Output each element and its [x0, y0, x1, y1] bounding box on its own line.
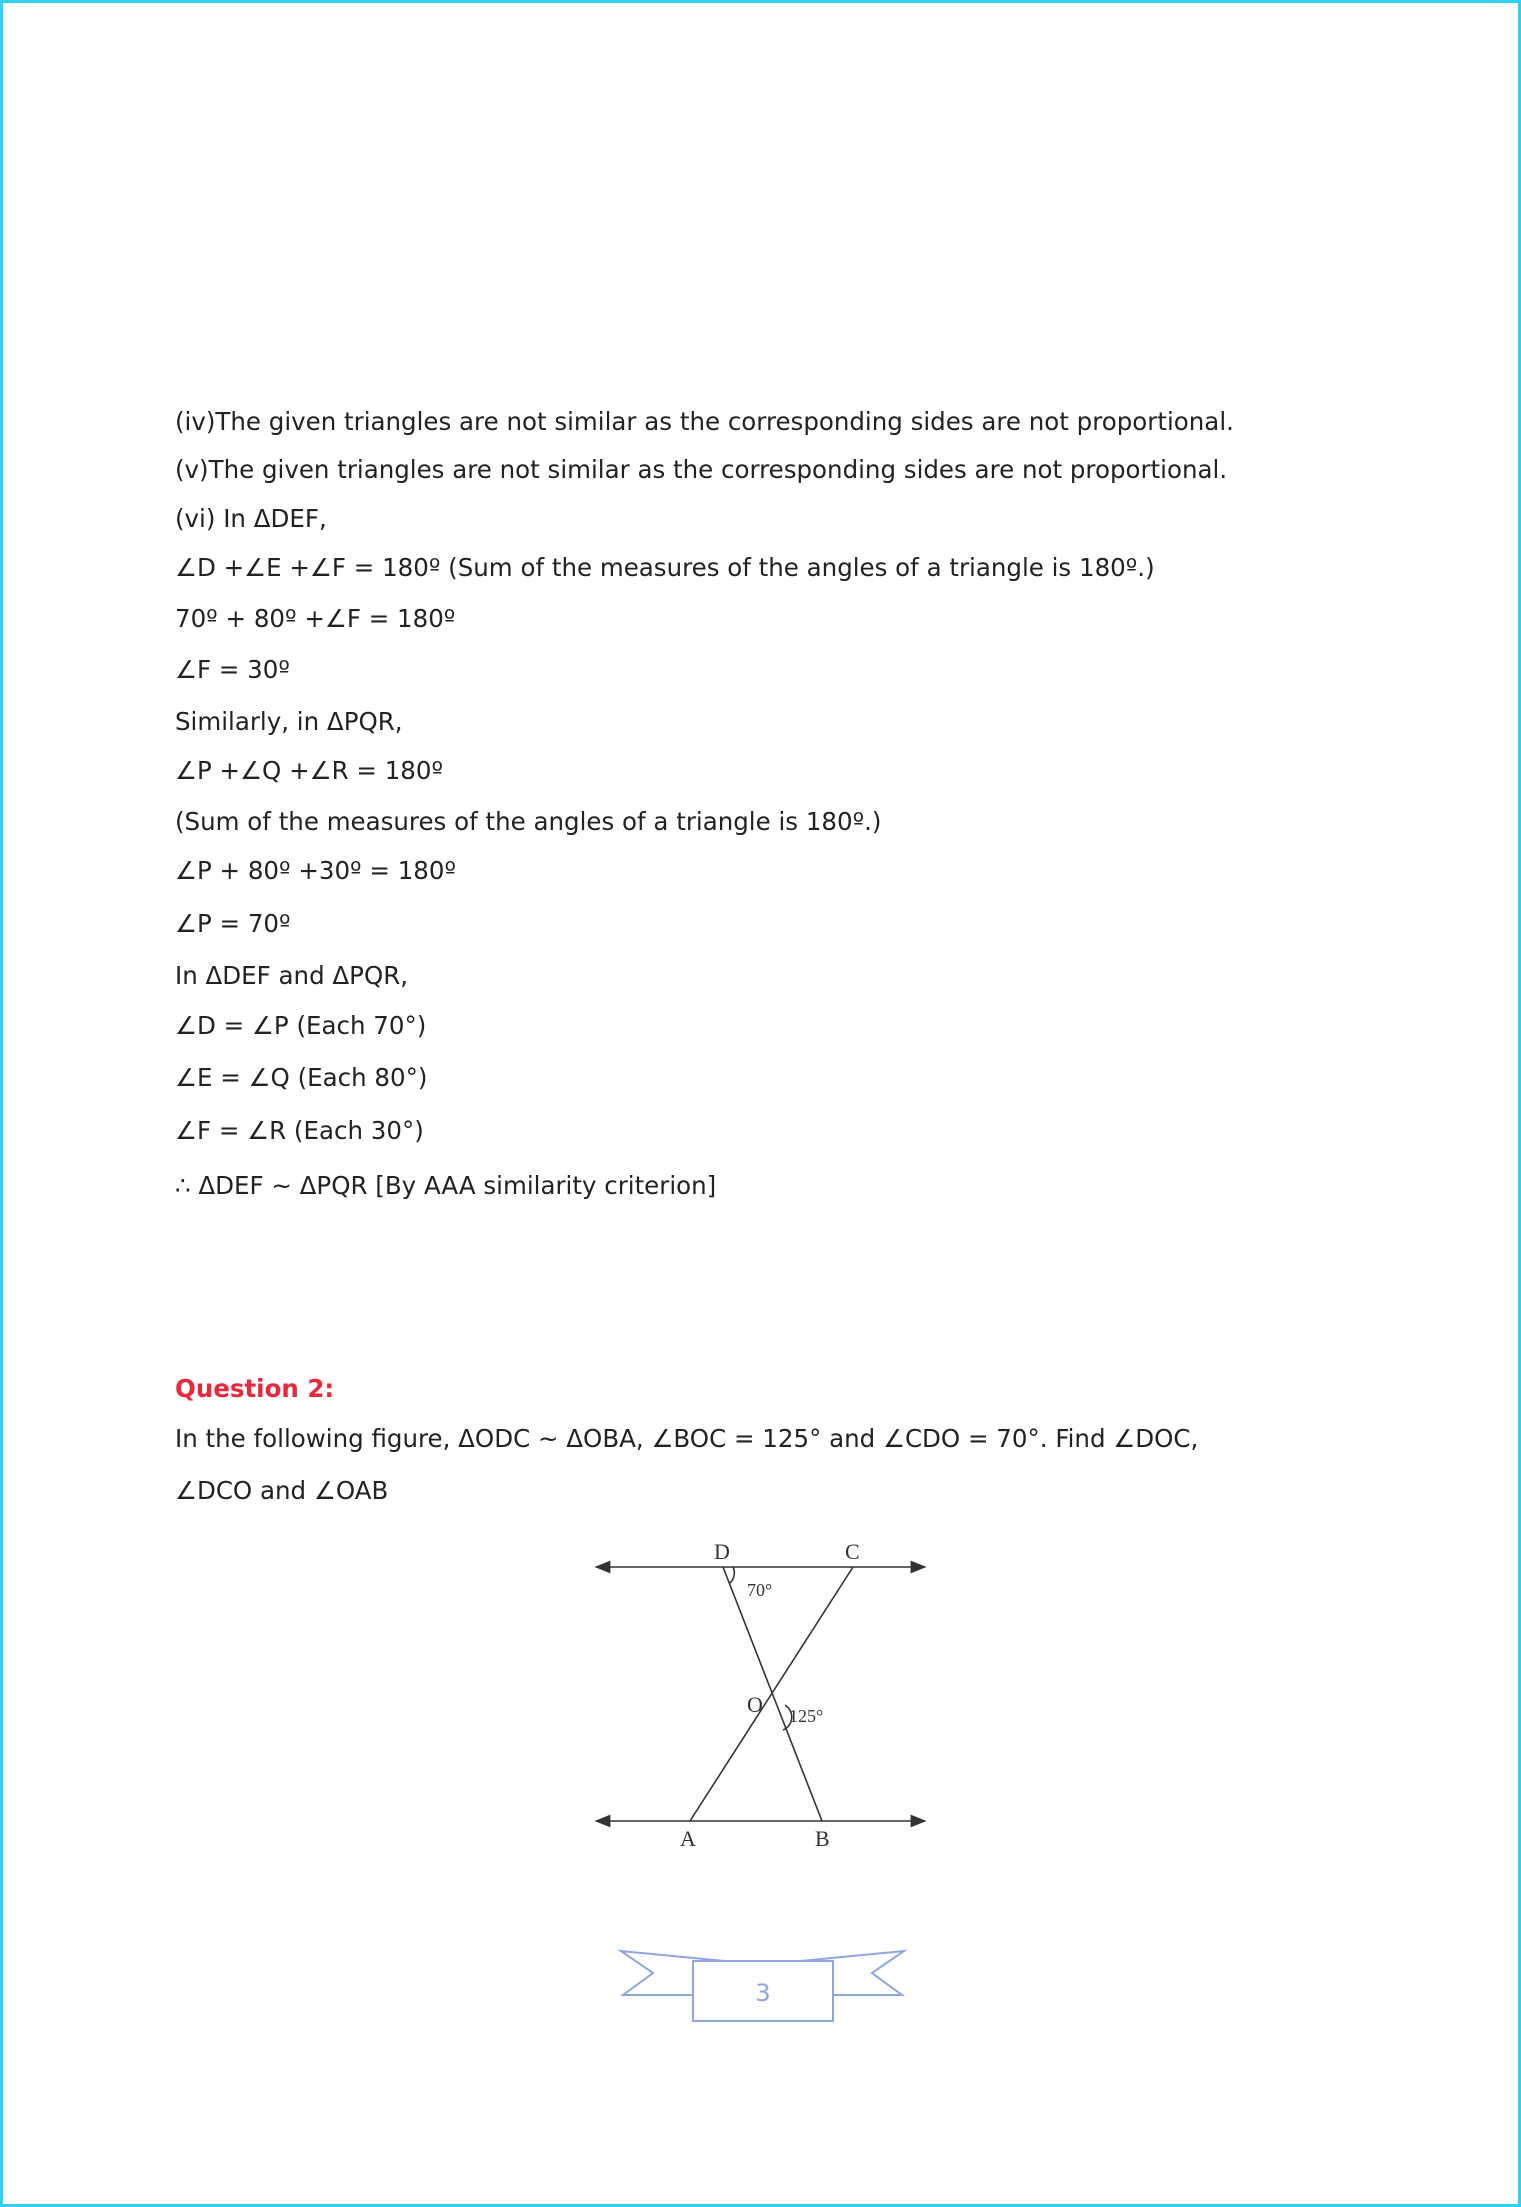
line-db [723, 1567, 822, 1821]
solution-line: (iv)The given triangles are not similar as the corresponding sides are not proportional. [175, 407, 1234, 436]
solution-line: ∠E = ∠Q (Each 80°) [175, 1063, 428, 1092]
solution-line: (Sum of the measures of the angles of a triangle is 180º.) [175, 807, 882, 836]
label-d: D [714, 1539, 730, 1564]
solution-line: ∠D = ∠P (Each 70°) [175, 1011, 427, 1040]
geometry-figure [590, 1535, 935, 1855]
label-b: B [815, 1826, 830, 1851]
line-ca [690, 1567, 853, 1821]
solution-line: In ΔDEF and ΔPQR, [175, 961, 409, 990]
solution-line: ∴ ΔDEF ~ ΔPQR [By AAA similarity criterion] [175, 1171, 717, 1200]
page-number: 3 [755, 1979, 771, 2007]
solution-line: Similarly, in ΔPQR, [175, 707, 403, 736]
solution-line: 70º + 80º +∠F = 180º [175, 604, 456, 633]
angle-cdo-label: 70° [747, 1580, 773, 1600]
question-text: ∠DCO and ∠OAB [175, 1476, 389, 1505]
solution-line: (v)The given triangles are not similar as the corresponding sides are not proportional. [175, 455, 1228, 484]
question-text: In the following figure, ΔODC ~ ΔOBA, ∠BOC = 125° and ∠CDO = 70°. Find ∠DOC, [175, 1424, 1199, 1453]
label-o: O [747, 1692, 763, 1717]
solution-line: ∠P +∠Q +∠R = 180º [175, 756, 444, 785]
solution-line: (vi) In ΔDEF, [175, 504, 327, 533]
angle-boc-label: 125° [789, 1706, 824, 1726]
question-title: Question 2: [175, 1374, 335, 1403]
page-number-ribbon [615, 1945, 910, 2030]
solution-line: ∠F = 30º [175, 655, 290, 684]
solution-line: ∠P + 80º +30º = 180º [175, 856, 457, 885]
solution-line: ∠P = 70º [175, 909, 291, 938]
label-c: C [845, 1539, 860, 1564]
solution-line: ∠D +∠E +∠F = 180º (Sum of the measures of the angles of a triangle is 180º.) [175, 553, 1155, 582]
label-a: A [680, 1826, 696, 1851]
solution-line: ∠F = ∠R (Each 30°) [175, 1116, 424, 1145]
